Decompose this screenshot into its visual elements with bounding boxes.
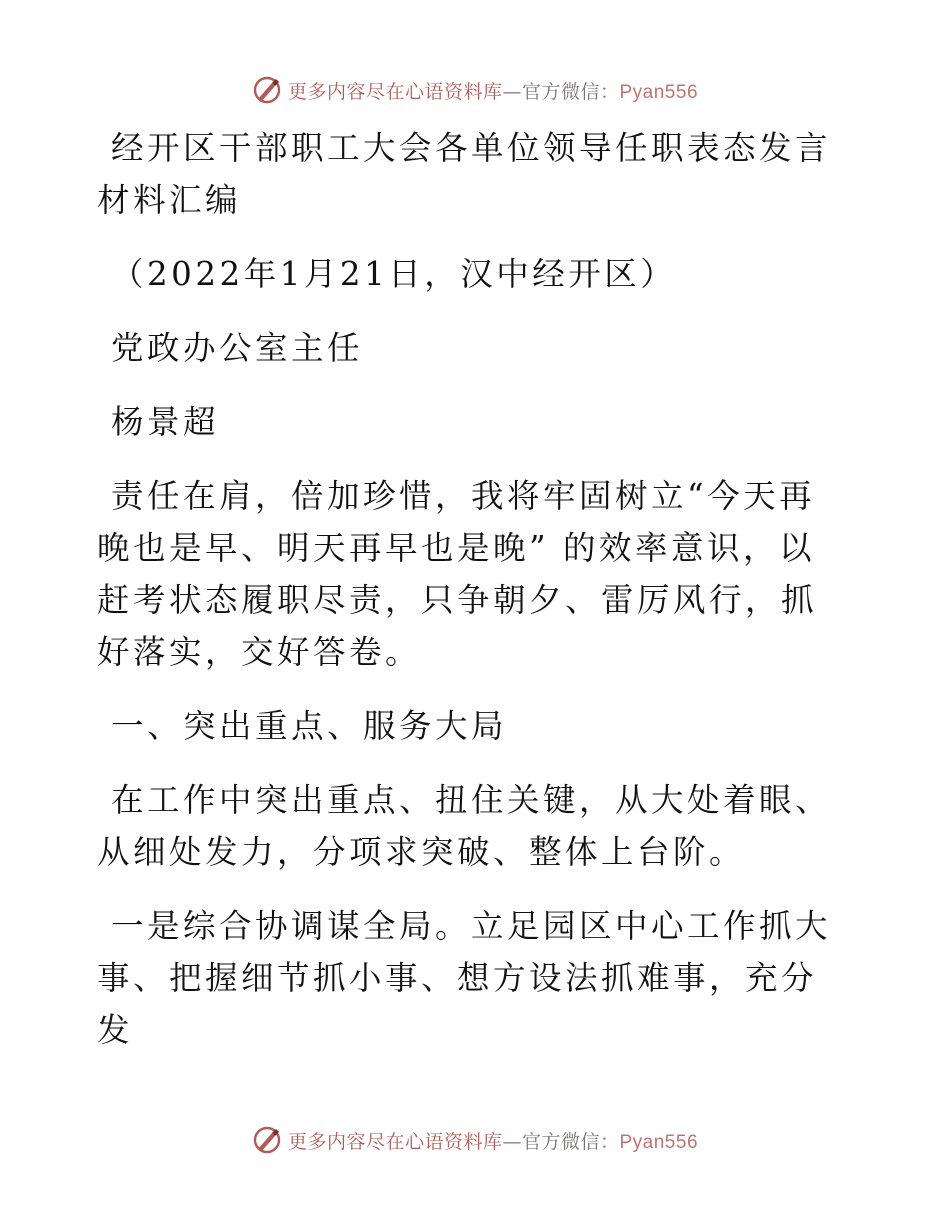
watermark-brand: 更多内容尽在心语资料库 xyxy=(287,80,503,103)
speaker-position: 党政办公室主任 xyxy=(111,329,364,367)
pen-logo-icon xyxy=(252,1125,282,1155)
watermark-separator: — xyxy=(502,1130,522,1153)
footer-watermark xyxy=(0,1120,950,1160)
point-1-paragraph: 一是综合协调谋全局。立足园区中心工作抓大事、把握细节抓小事、想方设法抓难事，充分发 xyxy=(97,907,832,1049)
intro-paragraph: 责任在肩，倍加珍惜，我将牢固树立“今天再晚也是早、明天再早也是晚” 的效率意识，以赶考状态履职尽责，只争朝夕、雷厉风行，抓好落实，交好答卷。 xyxy=(97,477,818,671)
watermark-wechat-id: Pyan556 xyxy=(619,1131,699,1153)
document-body xyxy=(97,122,839,1078)
speaker-name: 杨景超 xyxy=(111,403,220,441)
section-1-heading: 一、突出重点、服务大局 xyxy=(111,707,508,745)
watermark-separator: — xyxy=(502,80,522,103)
date-line: （2022年1月21日，汉中经开区） xyxy=(111,255,677,293)
watermark-wechat-label: 官方微信： xyxy=(521,80,620,103)
watermark-text xyxy=(288,77,698,104)
pen-logo-icon xyxy=(252,75,282,105)
section-1-paragraph: 在工作中突出重点、扭住关键，从大处着眼、从细处发力，分项求突破、整体上台阶。 xyxy=(97,781,832,871)
watermark-text xyxy=(288,1127,698,1154)
watermark-wechat-id: Pyan556 xyxy=(619,81,699,103)
watermark-wechat-label: 官方微信： xyxy=(521,1130,620,1153)
document-title: 经开区干部职工大会各单位领导任职表态发言材料汇编 xyxy=(97,129,832,219)
watermark-brand: 更多内容尽在心语资料库 xyxy=(287,1130,503,1153)
header-watermark xyxy=(0,70,950,110)
